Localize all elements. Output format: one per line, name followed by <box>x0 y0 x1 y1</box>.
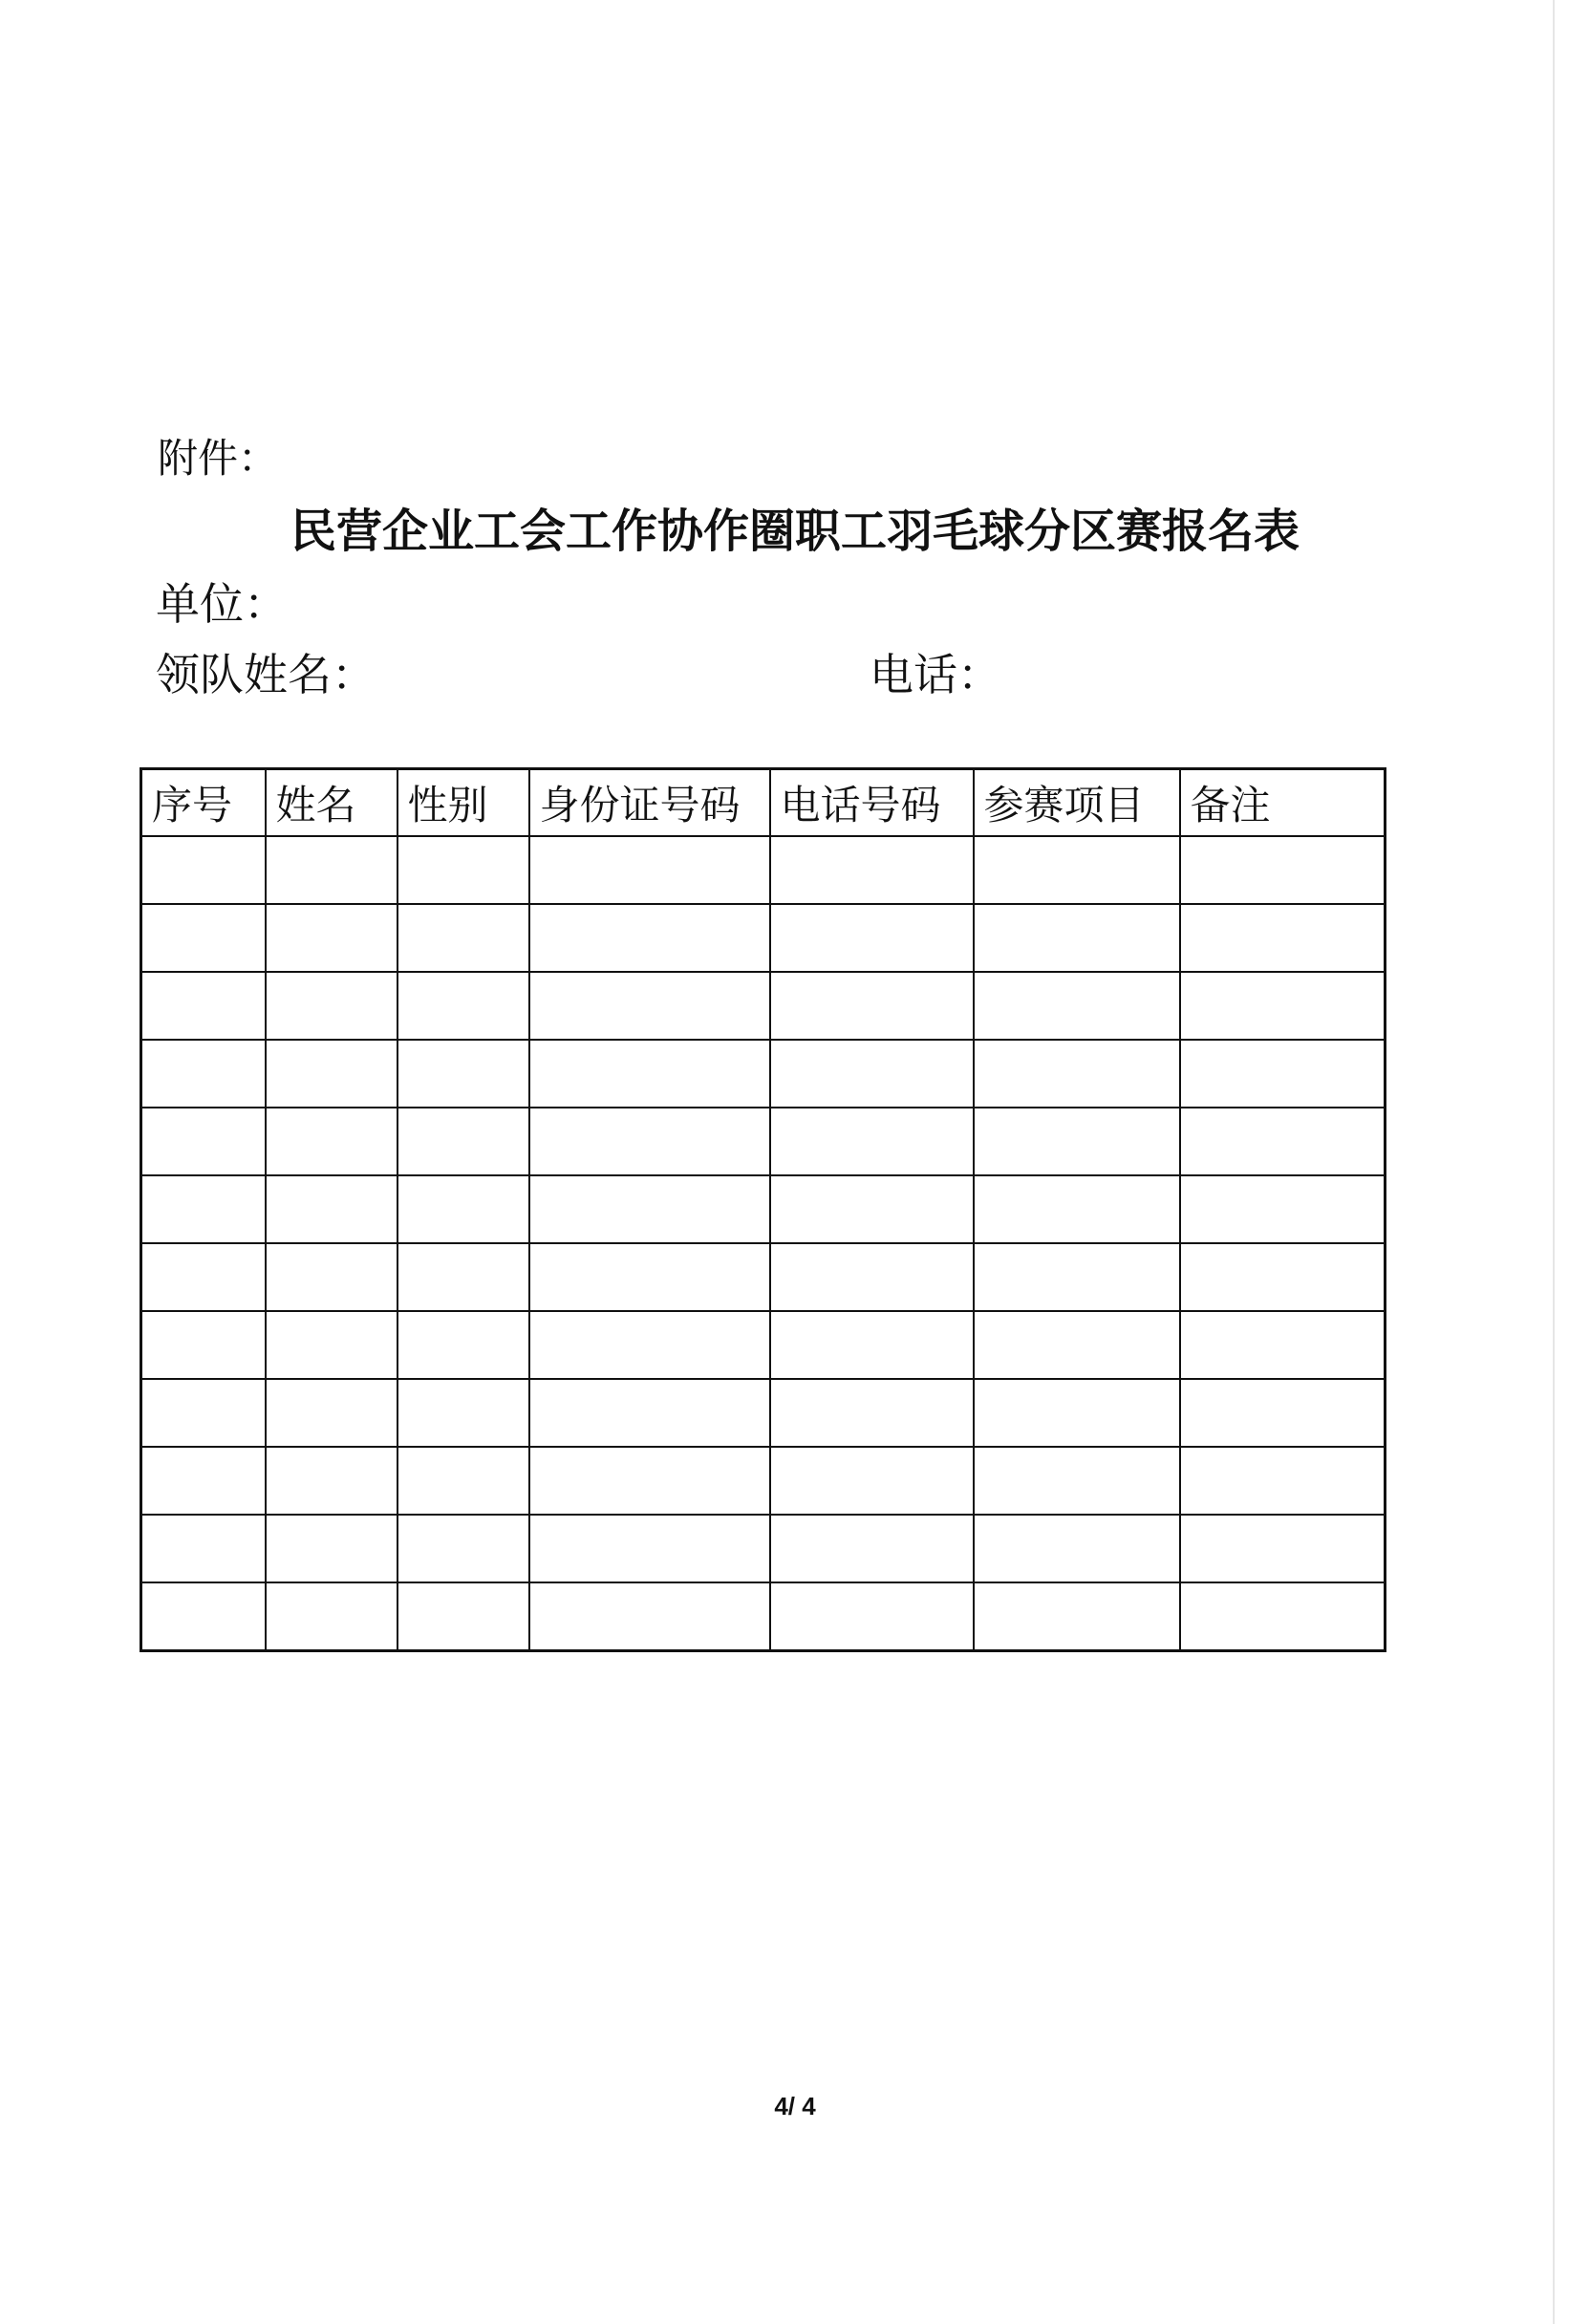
page-title: 民营企业工会工作协作圈职工羽毛球分区赛报名表 <box>290 505 1300 558</box>
table-cell-blank[interactable] <box>529 1311 770 1379</box>
table-cell-blank[interactable] <box>529 1108 770 1175</box>
table-cell-blank[interactable] <box>141 1515 266 1582</box>
table-cell-blank[interactable] <box>770 972 974 1040</box>
table-cell-blank[interactable] <box>529 1515 770 1582</box>
table-cell-blank[interactable] <box>266 972 398 1040</box>
column-header-id-number: 身份证号码 <box>529 769 770 837</box>
table-cell-blank[interactable] <box>141 972 266 1040</box>
table-cell-blank[interactable] <box>266 904 398 972</box>
table-cell-blank[interactable] <box>529 1040 770 1108</box>
table-cell-blank[interactable] <box>770 1582 974 1651</box>
table-cell-blank[interactable] <box>974 836 1180 904</box>
table-cell-blank[interactable] <box>529 1243 770 1311</box>
table-cell-blank[interactable] <box>974 1447 1180 1515</box>
table-cell-blank[interactable] <box>398 1379 529 1447</box>
table-cell-blank[interactable] <box>974 1108 1180 1175</box>
table-row <box>141 1582 1386 1651</box>
table-cell-blank[interactable] <box>974 1379 1180 1447</box>
table-cell-blank[interactable] <box>974 972 1180 1040</box>
table-cell-blank[interactable] <box>266 1311 398 1379</box>
table-cell-blank[interactable] <box>141 1379 266 1447</box>
table-cell-blank[interactable] <box>398 972 529 1040</box>
table-cell-blank[interactable] <box>770 836 974 904</box>
table-cell-blank[interactable] <box>398 1582 529 1651</box>
table-cell-blank[interactable] <box>770 1379 974 1447</box>
table-cell-blank[interactable] <box>141 904 266 972</box>
table-cell-blank[interactable] <box>398 836 529 904</box>
table-row <box>141 1243 1386 1311</box>
table-row <box>141 1515 1386 1582</box>
table-cell-blank[interactable] <box>529 836 770 904</box>
table-cell-blank[interactable] <box>141 1175 266 1243</box>
column-header-event: 参赛项目 <box>974 769 1180 837</box>
table-cell-blank[interactable] <box>141 836 266 904</box>
table-cell-blank[interactable] <box>398 1243 529 1311</box>
table-cell-blank[interactable] <box>141 1447 266 1515</box>
table-cell-blank[interactable] <box>266 1582 398 1651</box>
table-cell-blank[interactable] <box>770 1175 974 1243</box>
page-number: 4/ 4 <box>774 2092 816 2120</box>
table-cell-blank[interactable] <box>770 1108 974 1175</box>
team-leader-name-label: 领队姓名： <box>156 649 376 700</box>
table-body <box>141 836 1386 1651</box>
table-cell-blank[interactable] <box>1180 904 1386 972</box>
table-cell-blank[interactable] <box>266 1515 398 1582</box>
table-cell-blank[interactable] <box>1180 1040 1386 1108</box>
table-cell-blank[interactable] <box>398 1040 529 1108</box>
table-cell-blank[interactable] <box>974 1040 1180 1108</box>
table-cell-blank[interactable] <box>974 1243 1180 1311</box>
table-cell-blank[interactable] <box>141 1311 266 1379</box>
table-cell-blank[interactable] <box>141 1040 266 1108</box>
table-cell-blank[interactable] <box>266 1040 398 1108</box>
table-cell-blank[interactable] <box>1180 1175 1386 1243</box>
table-cell-blank[interactable] <box>266 1175 398 1243</box>
table-cell-blank[interactable] <box>1180 1515 1386 1582</box>
column-header-name: 姓名 <box>266 769 398 837</box>
table-cell-blank[interactable] <box>974 1515 1180 1582</box>
table-cell-blank[interactable] <box>529 1379 770 1447</box>
phone-label: 电话： <box>870 649 1001 700</box>
table-cell-blank[interactable] <box>974 1175 1180 1243</box>
table-header-row <box>141 769 1386 837</box>
column-header-phone-number: 电话号码 <box>770 769 974 837</box>
table-cell-blank[interactable] <box>1180 1379 1386 1447</box>
table-cell-blank[interactable] <box>398 1108 529 1175</box>
table-cell-blank[interactable] <box>398 1447 529 1515</box>
attachment-label: 附件： <box>158 435 279 482</box>
table-cell-blank[interactable] <box>141 1243 266 1311</box>
table-row <box>141 1447 1386 1515</box>
table-cell-blank[interactable] <box>529 1582 770 1651</box>
unit-label: 单位： <box>156 578 288 630</box>
table-cell-blank[interactable] <box>529 1447 770 1515</box>
column-header-remarks: 备注 <box>1180 769 1386 837</box>
table-cell-blank[interactable] <box>1180 1447 1386 1515</box>
table-row <box>141 1108 1386 1175</box>
table-cell-blank[interactable] <box>1180 1243 1386 1311</box>
table-cell-blank[interactable] <box>266 1447 398 1515</box>
table-cell-blank[interactable] <box>398 1175 529 1243</box>
table-cell-blank[interactable] <box>1180 836 1386 904</box>
table-cell-blank[interactable] <box>974 1582 1180 1651</box>
table-cell-blank[interactable] <box>974 904 1180 972</box>
table-cell-blank[interactable] <box>266 1379 398 1447</box>
table-cell-blank[interactable] <box>266 1108 398 1175</box>
table-cell-blank[interactable] <box>770 1040 974 1108</box>
table-cell-blank[interactable] <box>770 1447 974 1515</box>
registration-table <box>140 767 1386 1652</box>
table-cell-blank[interactable] <box>398 1515 529 1582</box>
table-row <box>141 1040 1386 1108</box>
table-cell-blank[interactable] <box>770 1243 974 1311</box>
table-cell-blank[interactable] <box>266 1243 398 1311</box>
column-header-gender: 性别 <box>398 769 529 837</box>
table-cell-blank[interactable] <box>529 904 770 972</box>
table-cell-blank[interactable] <box>770 1515 974 1582</box>
table-row <box>141 1175 1386 1243</box>
table-cell-blank[interactable] <box>529 972 770 1040</box>
table-cell-blank[interactable] <box>398 904 529 972</box>
table-cell-blank[interactable] <box>1180 972 1386 1040</box>
table-cell-blank[interactable] <box>141 1582 266 1651</box>
table-row <box>141 972 1386 1040</box>
table-cell-blank[interactable] <box>141 1108 266 1175</box>
table-cell-blank[interactable] <box>398 1311 529 1379</box>
table-cell-blank[interactable] <box>1180 1108 1386 1175</box>
table-row <box>141 1379 1386 1447</box>
table-cell-blank[interactable] <box>266 836 398 904</box>
table-cell-blank[interactable] <box>974 1311 1180 1379</box>
table-row <box>141 836 1386 904</box>
table-row <box>141 904 1386 972</box>
table-row <box>141 1311 1386 1379</box>
table-cell-blank[interactable] <box>529 1175 770 1243</box>
table-cell-blank[interactable] <box>1180 1311 1386 1379</box>
table-cell-blank[interactable] <box>770 904 974 972</box>
table-cell-blank[interactable] <box>1180 1582 1386 1651</box>
table-cell-blank[interactable] <box>770 1311 974 1379</box>
page-edge-shadow <box>1553 0 1555 2324</box>
column-header-serial-number: 序号 <box>141 769 266 837</box>
